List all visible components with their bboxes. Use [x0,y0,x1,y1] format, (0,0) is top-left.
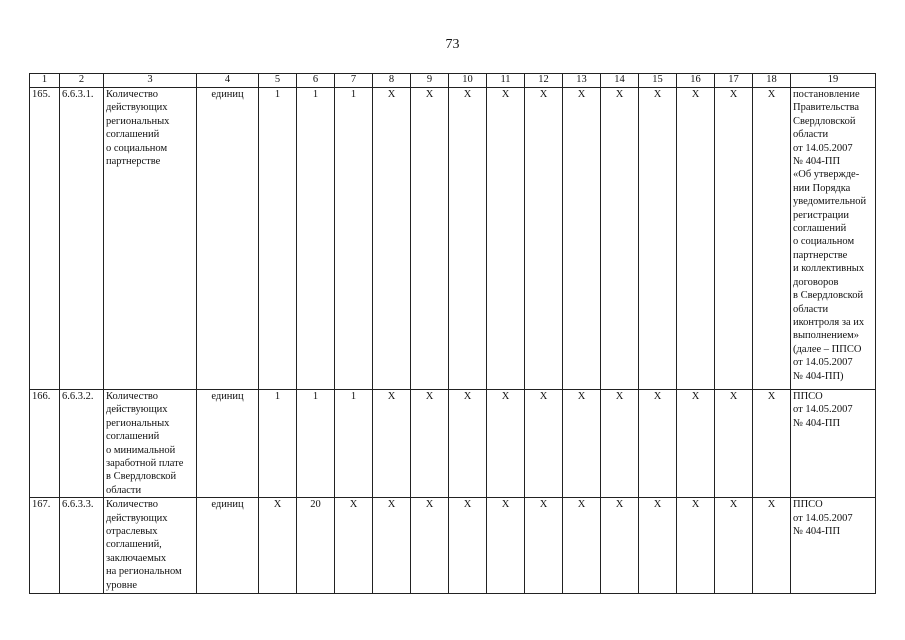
value-cell: X [715,498,753,594]
page-number: 73 [445,37,460,52]
value-cell: X [373,88,411,390]
row-code: 6.6.3.2. [60,390,104,498]
value-cell: X [677,498,715,594]
indicator-name: Количество действующих отраслевых соглашений, заключаемых на региональном уровне [104,498,197,594]
value-cell: X [677,88,715,390]
header-cell: 3 [104,74,197,88]
header-cell: 16 [677,74,715,88]
header-cell: 8 [373,74,411,88]
value-cell: X [525,88,563,390]
value-cell: 1 [297,390,335,498]
header-cell: 7 [335,74,373,88]
value-cell: 1 [259,88,297,390]
header-cell: 5 [259,74,297,88]
note-cell: постановление Правительства Свердловской области от 14.05.2007 № 404-ПП «Об утвержде- нии Порядка уведомительной регистрации соглашений о социальном партнерстве и коллективных договоров в Свердловской области иконтроля за их выполнением» (далее – ППСО от 14.05.2007 № 404-ПП) [791,88,876,390]
value-cell: X [525,390,563,498]
header-cell: 19 [791,74,876,88]
indicator-name: Количество действующих региональных соглашений о социальном партнерстве [104,88,197,390]
value-cell: X [715,390,753,498]
header-cell: 1 [30,74,60,88]
value-cell: X [563,390,601,498]
value-cell: X [487,88,525,390]
value-cell: X [449,498,487,594]
value-cell: X [601,498,639,594]
header-cell: 12 [525,74,563,88]
value-cell: 1 [335,88,373,390]
value-cell: X [639,390,677,498]
table-row [30,390,876,498]
table-row [30,88,876,390]
header-cell: 4 [197,74,259,88]
value-cell: X [639,498,677,594]
value-cell: 1 [259,390,297,498]
value-cell: X [335,498,373,594]
value-cell: X [601,88,639,390]
unit-cell: единиц [197,390,259,498]
header-cell: 9 [411,74,449,88]
row-code: 6.6.3.3. [60,498,104,594]
row-number: 166. [30,390,60,498]
header-cell: 13 [563,74,601,88]
row-number: 165. [30,88,60,390]
value-cell: X [639,88,677,390]
value-cell: X [525,498,563,594]
header-cell: 11 [487,74,525,88]
indicator-name: Количество действующих региональных соглашений о минимальной заработной плате в Свердловской области [104,390,197,498]
header-cell: 2 [60,74,104,88]
header-cell: 17 [715,74,753,88]
value-cell: X [601,390,639,498]
value-cell: X [753,88,791,390]
header-cell: 14 [601,74,639,88]
value-cell: X [563,88,601,390]
value-cell: X [715,88,753,390]
value-cell: X [411,498,449,594]
value-cell: X [487,390,525,498]
value-cell: X [259,498,297,594]
value-cell: X [373,390,411,498]
header-cell: 10 [449,74,487,88]
value-cell: 1 [335,390,373,498]
value-cell: X [753,390,791,498]
value-cell: 20 [297,498,335,594]
unit-cell: единиц [197,88,259,390]
header-cell: 18 [753,74,791,88]
header-cell: 15 [639,74,677,88]
note-cell: ППСО от 14.05.2007 № 404-ПП [791,498,876,594]
value-cell: X [753,498,791,594]
unit-cell: единиц [197,498,259,594]
row-number: 167. [30,498,60,594]
note-cell: ППСО от 14.05.2007 № 404-ПП [791,390,876,498]
data-table [29,73,876,594]
value-cell: X [677,390,715,498]
header-row [30,74,876,88]
value-cell: X [411,88,449,390]
value-cell: X [373,498,411,594]
header-cell: 6 [297,74,335,88]
value-cell: X [449,88,487,390]
value-cell: X [487,498,525,594]
row-code: 6.6.3.1. [60,88,104,390]
table-row [30,498,876,594]
value-cell: X [449,390,487,498]
value-cell: X [563,498,601,594]
value-cell: X [411,390,449,498]
value-cell: 1 [297,88,335,390]
